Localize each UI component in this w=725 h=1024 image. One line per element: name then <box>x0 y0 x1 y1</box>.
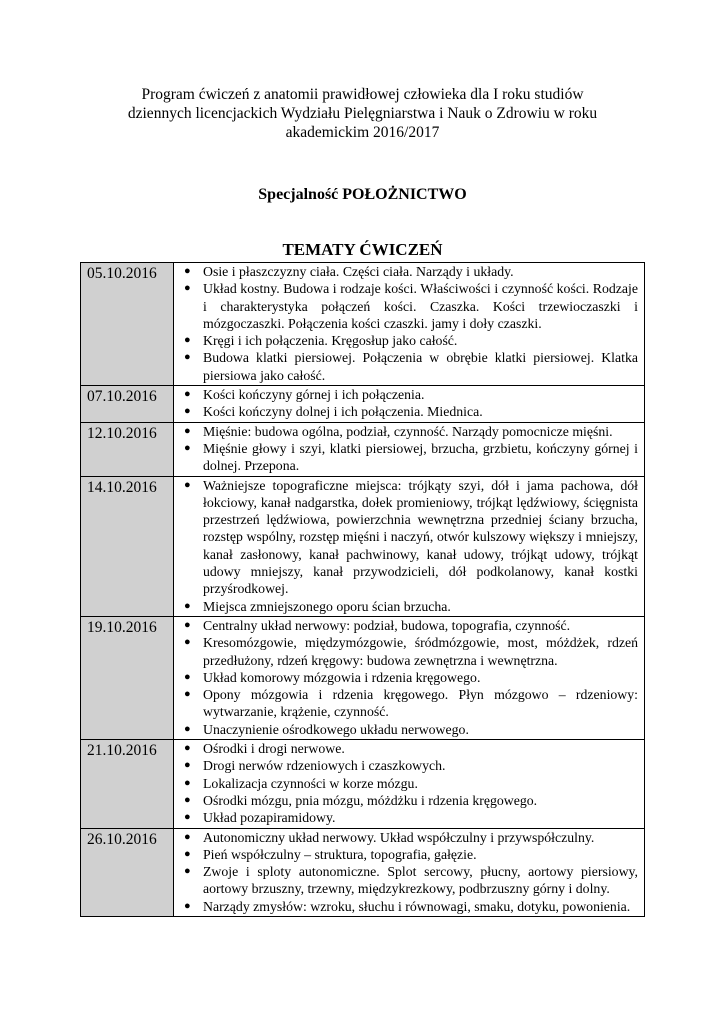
bullet-icon: ● <box>184 742 191 755</box>
topic-text: Narządy zmysłów: wzroku, słuchu i równowagi, smaku, dotyku, powonienia. <box>203 898 631 914</box>
bullet-icon: ● <box>184 441 191 454</box>
topic-text: Ośrodki mózgu, pnia mózgu, móżdżku i rdzenia kręgowego. <box>203 792 538 808</box>
topic-item <box>174 669 638 686</box>
session-row <box>81 740 645 828</box>
schedule-table <box>80 262 645 917</box>
topic-text: Mięśnie: budowa ogólna, podział, czynność. Narządy pomocnicze mięśni. <box>203 423 613 439</box>
topic-item <box>174 263 638 280</box>
topic-text: Drogi nerwów rdzeniowych i czaszkowych. <box>203 758 446 774</box>
topic-text: Zwoje i sploty autonomiczne. Splot sercowy, płucny, aortowy piersiowy, aortowy brzuszny, trzewny, międzykrezkowy, podbrzuszny górny i dolny. <box>203 864 638 897</box>
topic-item <box>174 863 638 898</box>
topic-item <box>174 440 638 475</box>
bullet-icon: ● <box>184 599 191 612</box>
session-topics <box>174 422 645 476</box>
topic-item <box>174 598 638 615</box>
topic-list <box>174 740 638 826</box>
topic-list <box>174 617 638 738</box>
bullet-icon: ● <box>184 688 191 701</box>
bullet-icon: ● <box>184 478 191 491</box>
topic-item <box>174 757 638 774</box>
session-topics <box>174 740 645 828</box>
bullet-icon: ● <box>184 388 191 401</box>
bullet-icon: ● <box>184 405 191 418</box>
topic-text: Unaczynienie ośrodkowego układu nerwowego. <box>203 721 469 737</box>
topic-text: Budowa klatki piersiowej. Połączenia w obrębie klatki piersiowej. Klatka piersiowa jako całość. <box>203 350 638 383</box>
session-topics <box>174 386 645 423</box>
specialty-heading: Specjalność POŁOŻNICTWO <box>258 186 467 203</box>
session-row <box>81 422 645 476</box>
session-date: 19.10.2016 <box>81 616 174 739</box>
session-topics <box>174 828 645 916</box>
topic-text: Ważniejsze topograficzne miejsca: trójkąty szyi, dół i jama pachowa, dół łokciowy, kanał nadgarstka, dołek promieniowy, trójkąt lędźwiowy, ścięgnista przestrzeń lędźwiowa, powierzchnia wewnętrzna przedniej ściany brzucha, rozstęp wspólny, rozstęp mięśni i naczyń, otwór kulszowy większy i mniejszy, kanał zasłonowy, kanał pachwinowy, kanał udowy, trójkąt udowy, trójkąt udowy mniejszy, kanał przywodzicieli, dół podkolanowy, kanał kostki przyśrodkowej. <box>203 477 638 597</box>
topic-item <box>174 686 638 721</box>
topic-text: Pień współczulny – struktura, topografia, gałęzie. <box>203 846 477 862</box>
title-line-2: dziennych licencjackich Wydziału Pielęgniarstwa i Nauk o Zdrowiu w roku <box>127 105 598 122</box>
bullet-icon: ● <box>184 793 191 806</box>
session-topics <box>174 616 645 739</box>
topic-item <box>174 617 638 634</box>
bullet-icon: ● <box>184 636 191 649</box>
bullet-icon: ● <box>184 830 191 843</box>
topic-text: Osie i płaszczyzny ciała. Części ciała. Narządy i układy. <box>203 264 514 279</box>
bullet-icon: ● <box>184 899 191 912</box>
session-topics <box>174 476 645 616</box>
title-line-3: akademickim 2016/2017 <box>285 124 440 141</box>
bullet-icon: ● <box>184 776 191 789</box>
topic-item <box>174 634 638 669</box>
bullet-icon: ● <box>184 618 191 631</box>
topic-item <box>174 403 638 420</box>
session-date: 26.10.2016 <box>81 828 174 916</box>
schedule-body <box>81 263 645 917</box>
session-row <box>81 476 645 616</box>
topic-text: Układ komorowy mózgowia i rdzenia kręgowego. <box>203 669 481 685</box>
topic-text: Mięśnie głowy i szyi, klatki piersiowej, brzucha, grzbietu, kończyny górnej i dolnej. Przepona. <box>203 440 638 474</box>
topic-item <box>174 792 638 809</box>
bullet-icon: ● <box>184 759 191 772</box>
topic-text: Lokalizacja czynności w korze mózgu. <box>203 775 418 791</box>
topic-item <box>174 809 638 826</box>
topic-item <box>174 349 638 384</box>
session-row <box>81 828 645 916</box>
topic-text: Układ pozapiramidowy. <box>203 810 336 826</box>
topic-text: Kości kończyny górnej i ich połączenia. <box>203 387 425 403</box>
topic-item <box>174 775 638 792</box>
bullet-icon: ● <box>184 722 191 735</box>
topic-text: Kręgi i ich połączenia. Kręgosłup jako całość. <box>203 333 458 349</box>
topic-item <box>174 740 638 757</box>
topic-text: Miejsca zmniejszonego oporu ścian brzucha. <box>203 598 451 614</box>
topic-item <box>174 477 638 598</box>
topic-list <box>174 829 638 915</box>
topic-list <box>174 477 638 615</box>
session-row <box>81 616 645 739</box>
session-date: 05.10.2016 <box>81 263 174 386</box>
bullet-icon: ● <box>184 265 191 277</box>
bullet-icon: ● <box>184 282 191 295</box>
topic-text: Opony mózgowia i rdzenia kręgowego. Płyn mózgowo – rdzeniowy: wytwarzanie, krążenie, czynność. <box>203 687 638 720</box>
topic-item <box>174 898 638 915</box>
bullet-icon: ● <box>184 334 191 347</box>
session-date: 12.10.2016 <box>81 422 174 476</box>
title-line-1: Program ćwiczeń z anatomii prawidłowej człowieka dla I roku studiów <box>141 86 584 103</box>
document-title <box>95 85 630 142</box>
bullet-icon: ● <box>184 847 191 860</box>
session-date: 21.10.2016 <box>81 740 174 828</box>
bullet-icon: ● <box>184 670 191 683</box>
topic-item <box>174 386 638 403</box>
session-date: 07.10.2016 <box>81 386 174 423</box>
session-row <box>81 386 645 423</box>
topic-text: Autonomiczny układ nerwowy. Układ współczulny i przywspółczulny. <box>203 829 595 845</box>
bullet-icon: ● <box>184 424 191 437</box>
topic-list <box>174 263 638 384</box>
session-date: 14.10.2016 <box>81 476 174 616</box>
topic-item <box>174 846 638 863</box>
topic-list <box>174 423 638 475</box>
topic-text: Układ kostny. Budowa i rodzaje kości. Właściwości i czynność kości. Rodzaje i charakterystyka połączeń kości. Czaszka. Kości trzewioczaszki i mózgoczaszki. Połączenia kości czaszki. jamy i doły czaszki. <box>203 281 638 331</box>
topic-item <box>174 332 638 349</box>
topic-item <box>174 423 638 440</box>
bullet-icon: ● <box>184 351 191 364</box>
topics-heading: TEMATY ĆWICZEŃ <box>282 240 443 259</box>
topic-item <box>174 280 638 332</box>
topic-item <box>174 721 638 738</box>
bullet-icon: ● <box>184 865 191 878</box>
topic-text: Centralny układ nerwowy: podział, budowa, topografia, czynność. <box>203 617 571 633</box>
topic-item <box>174 829 638 846</box>
topic-list <box>174 386 638 421</box>
bullet-icon: ● <box>184 811 191 824</box>
session-row <box>81 263 645 386</box>
session-topics <box>174 263 645 386</box>
topic-text: Kości kończyny dolnej i ich połączenia. Miednica. <box>203 404 483 420</box>
topic-text: Ośrodki i drogi nerwowe. <box>203 741 345 757</box>
topic-text: Kresomózgowie, międzymózgowie, śródmózgowie, most, móżdżek, rdzeń przedłużony, rdzeń kręgowy: budowa zewnętrzna i wewnętrzna. <box>203 635 638 668</box>
